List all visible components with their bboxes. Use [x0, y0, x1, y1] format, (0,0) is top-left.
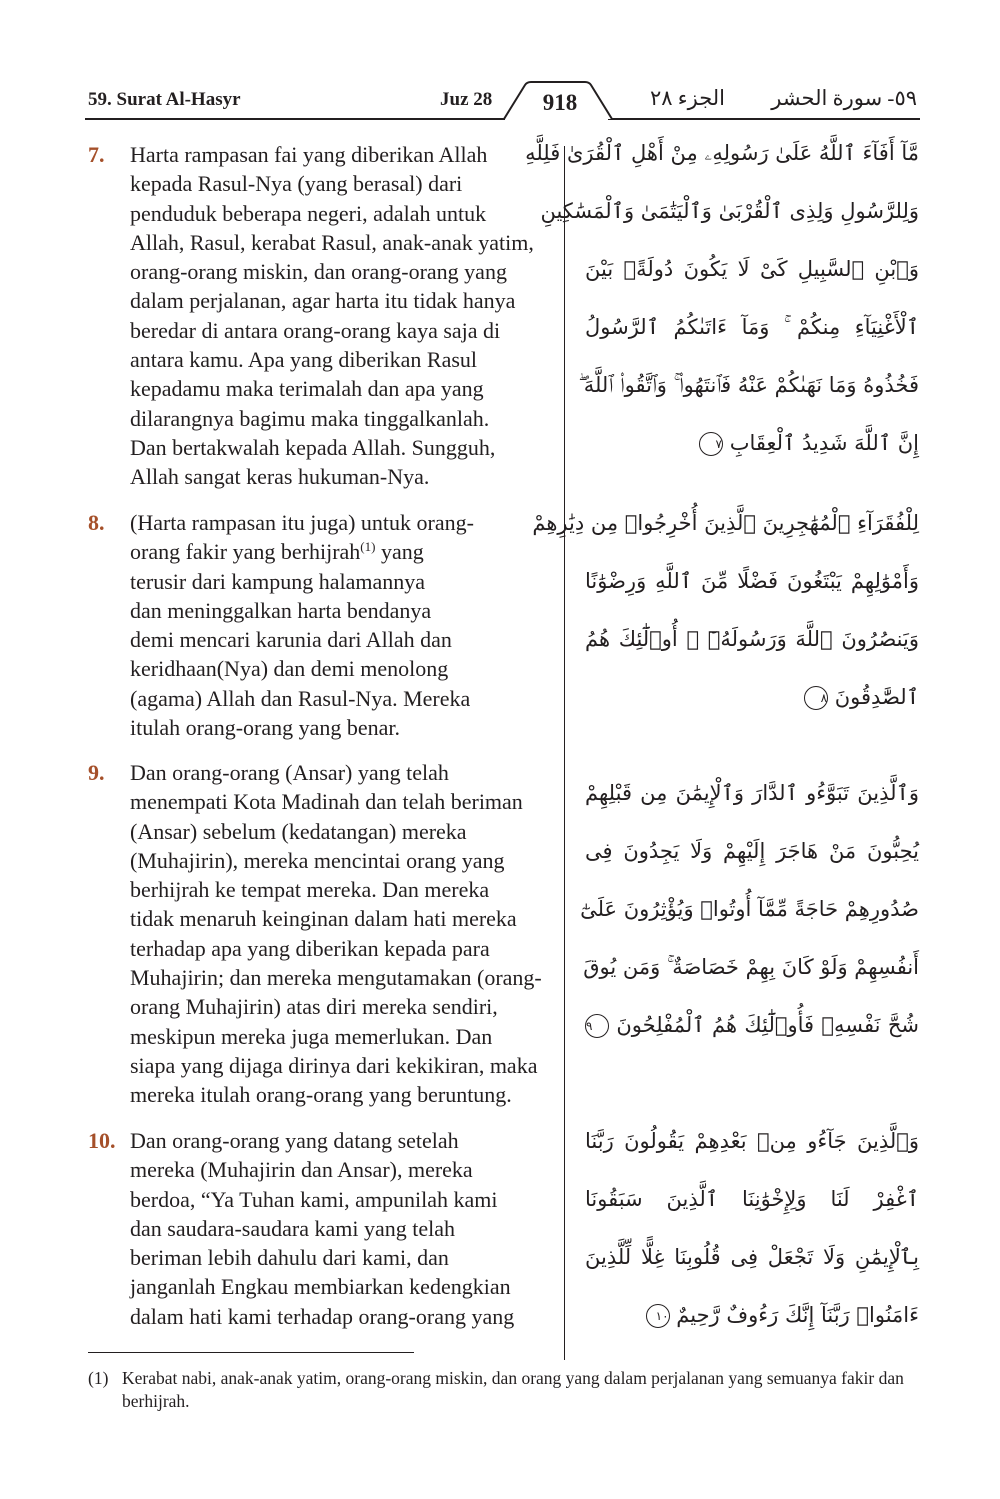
arabic-line: بِٱلْإِيمَٰنِ وَلَا تَجْعَلْ فِى قُلُوبِنَا غِلًّا لِّلَّذِينَ: [585, 1245, 919, 1269]
arabic-line: وَيَنصُرُونَ ٱللَّهَ وَرَسُولَهُۥٓ ۚ أُو۟لَٰٓئِكَ هُمُ: [585, 627, 919, 651]
verse-line: (Muhajirin), mereka mencintai orang yang: [130, 847, 505, 873]
verse-text: [130, 758, 558, 1110]
verse-line: tidak menaruh keinginan dalam hati mereka: [130, 906, 517, 932]
verse-line: dilarangnya bagimu maka tinggalkanlah.: [130, 405, 490, 431]
header-rule-right: [608, 118, 920, 120]
footnote-rule: [88, 1352, 414, 1353]
arabic-line: وَٱلَّذِينَ جَآءُو مِنۢ بَعْدِهِمْ يَقُولُونَ رَبَّنَا: [585, 1129, 919, 1153]
verse-line: orang Muhajirin) atas diri mereka sendiri,: [130, 994, 498, 1020]
footnote-text: Kerabat nabi, anak-anak yatim, orang-orang miskin, dan orang yang dalam perjalanan yang semuanya fakir dan berhijrah.: [122, 1368, 904, 1411]
verse-line: kepada Rasul-Nya (yang berasal) dari: [130, 171, 463, 197]
footnote-reference[interactable]: (1): [360, 539, 376, 555]
arabic-line: وَٱلَّذِينَ تَبَوَّءُو ٱلدَّارَ وَٱلْإِيمَٰنَ مِن قَبْلِهِمْ: [585, 781, 919, 805]
verse-line: terusir dari kampung halamannya: [130, 568, 426, 594]
verse-text: [130, 508, 558, 742]
verse-line: Allah, Rasul, kerabat Rasul, anak-anak yatim,: [130, 229, 534, 255]
verse-text: [130, 140, 558, 492]
verse-line: janganlah Engkau membiarkan kedengkian: [130, 1274, 511, 1300]
verse-line: berdoa, “Ya Tuhan kami, ampunilah kami: [130, 1186, 498, 1212]
verse-line: menempati Kota Madinah dan telah beriman: [130, 789, 523, 815]
verse-line: mereka itulah orang-orang yang beruntung.: [130, 1082, 512, 1108]
arabic-text: إِنَّ ٱللَّهَ شَدِيدُ ٱلْعِقَابِ: [729, 431, 919, 455]
arabic-line: يُحِبُّونَ مَنْ هَاجَرَ إِلَيْهِمْ وَلَا يَجِدُونَ فِى: [585, 839, 919, 863]
verse-line: itulah orang-orang yang benar.: [130, 715, 401, 741]
header-juz-latin: Juz 28: [440, 89, 493, 110]
arabic-line: [585, 668, 919, 726]
ayah-end-marker-icon: ٨: [804, 686, 828, 710]
verse-line: meskipun mereka juga memerlukan. Dan: [130, 1023, 493, 1049]
verse-line: Dan bertakwalah kepada Allah. Sungguh,: [130, 434, 496, 460]
verse-number: 7.: [88, 142, 105, 167]
header-surah-latin: 59. Surat Al-Hasyr: [88, 89, 241, 110]
arabic-line: صُدُورِهِمْ حَاجَةً مِّمَّآ أُوتُوا۟ وَيُؤْثِرُونَ عَلَىٰٓ: [580, 897, 919, 921]
column-divider: [564, 146, 565, 1360]
arabic-line: وَٱبْنِ ٱلسَّبِيلِ كَىْ لَا يَكُونَ دُولَةًۢ بَيْنَ: [585, 257, 919, 281]
arabic-line: ٱغْفِرْ لَنَا وَلِإِخْوَٰنِنَا ٱلَّذِينَ سَبَقُونَا: [585, 1187, 919, 1211]
footnote-mark: (1): [88, 1368, 109, 1388]
verse-line: [130, 537, 558, 566]
verse-line: dan saudara-saudara kami yang telah: [130, 1215, 455, 1241]
verse-line: (Ansar) sebelum (kedatangan) mereka: [130, 818, 467, 844]
verse-number: 8.: [88, 510, 105, 535]
verse-8-translation: [88, 508, 558, 742]
ayah-end-marker-icon: ٩: [585, 1014, 609, 1038]
arabic-text: شُحَّ نَفْسِهِۦ فَأُو۟لَٰٓئِكَ هُمُ ٱلْمُفْلِحُونَ: [616, 1013, 919, 1037]
arabic-line: لِلْفُقَرَآءِ ٱلْمُهَٰجِرِينَ ٱلَّذِينَ أُخْرِجُوا۟ مِن دِيَٰرِهِمْ: [532, 511, 919, 535]
verse-line: (agama) Allah dan Rasul-Nya. Mereka: [130, 685, 471, 711]
footnote: [88, 1367, 920, 1413]
verse-text: [130, 1126, 558, 1331]
arabic-line: [585, 414, 919, 472]
verse-line: orang-orang miskin, dan orang-orang yang: [130, 259, 507, 285]
verse-number: 10.: [88, 1128, 116, 1153]
arabic-text: ٱلصَّٰدِقُونَ: [834, 685, 919, 709]
verse-line: Muhajirin; dan mereka mengutamakan (orang-: [130, 965, 542, 991]
arabic-line: وَلِلرَّسُولِ وَلِذِى ٱلْقُرْبَىٰ وَٱلْيَتَٰمَىٰ وَٱلْمَسَٰكِينِ: [540, 199, 919, 223]
arabic-line: [585, 1286, 919, 1344]
verse-line: keridhaan(Nya) dan demi menolong: [130, 656, 449, 682]
arabic-line: فَخُذُوهُ وَمَا نَهَىٰكُمْ عَنْهُ فَٱنتَهُوا۟ ۚ وَٱتَّقُوا۟ ٱللَّهَ ۖ: [578, 373, 919, 397]
verse-8-arabic: [532, 494, 919, 726]
arabic-text: ءَامَنُوا۟ رَبَّنَآ إِنَّكَ رَءُوفٌ رَّحِيمٌ: [676, 1303, 919, 1327]
verse-10-translation: [88, 1126, 558, 1331]
verse-line: antara kamu. Apa yang diberikan Rasul: [130, 347, 478, 373]
arabic-line: مَّآ أَفَآءَ ٱللَّهُ عَلَىٰ رَسُولِهِۦ مِنْ أَهْلِ ٱلْقُرَىٰ فَلِلَّهِ: [525, 141, 919, 165]
verse-7-arabic: [525, 124, 919, 472]
verse-line: Dan orang-orang (Ansar) yang telah: [130, 760, 449, 785]
verse-line: beredar di antara orang-orang kaya saja di: [130, 317, 501, 343]
header-juz-arabic: الجزء ٢٨: [649, 86, 725, 110]
verse-number: 9.: [88, 760, 105, 785]
verse-line: dalam hati kami terhadap orang-orang yang: [130, 1303, 515, 1329]
arabic-line: [585, 996, 919, 1054]
verse-line: dalam perjalanan, agar harta itu tidak hanya: [130, 288, 516, 314]
arabic-line: وَأَمْوَٰلِهِمْ يَبْتَغُونَ فَضْلًا مِّنَ ٱللَّهِ وَرِضْوَٰنًا: [585, 569, 919, 593]
verse-line: Harta rampasan fai yang diberikan Allah: [130, 142, 488, 167]
verse-line: terhadap apa yang diberikan kepada para: [130, 935, 490, 961]
verse-10-arabic: [585, 1112, 919, 1344]
verse-line-text: orang fakir yang berhijrah: [130, 539, 361, 565]
verse-line: dan meninggalkan harta bendanya: [130, 597, 432, 623]
verse-line: (Harta rampasan itu juga) untuk orang-: [130, 510, 474, 535]
verse-line-tail: yang: [375, 539, 424, 565]
verse-line: siapa yang dijaga dirinya dari kekikiran, maka: [130, 1052, 538, 1078]
arabic-line: أَنفُسِهِمْ وَلَوْ كَانَ بِهِمْ خَصَاصَةٌ ۚ وَمَن يُوقَ: [583, 955, 919, 979]
ayah-end-marker-icon: ١٠: [646, 1304, 670, 1328]
verse-line: Dan orang-orang yang datang setelah: [130, 1128, 459, 1153]
verse-line: kepadamu maka terimalah dan apa yang: [130, 376, 484, 402]
verse-line: demi mencari karunia dari Allah dan: [130, 627, 452, 653]
verse-line: Allah sangat keras hukuman-Nya.: [130, 464, 430, 490]
header-surah-arabic: ٥٩- سورة الحشر: [771, 86, 917, 110]
verse-9-arabic: [580, 764, 919, 1054]
verse-line: berhijrah ke tempat mereka. Dan mereka: [130, 877, 490, 903]
arabic-line: ٱلْأَغْنِيَآءِ مِنكُمْ ۚ وَمَآ ءَاتَىٰكُمُ ٱلرَّسُولُ: [585, 315, 919, 339]
verse-line: mereka (Muhajirin dan Ansar), mereka: [130, 1157, 473, 1183]
ayah-end-marker-icon: ٧: [699, 432, 723, 456]
verse-7-translation: [88, 140, 558, 492]
page-number: 918: [542, 90, 578, 115]
verse-9-translation: [88, 758, 558, 1110]
verse-line: beriman lebih dahulu dari kami, dan: [130, 1245, 449, 1271]
verse-line: penduduk beberapa negeri, adalah untuk: [130, 200, 487, 226]
header-rule-left: [85, 118, 505, 120]
